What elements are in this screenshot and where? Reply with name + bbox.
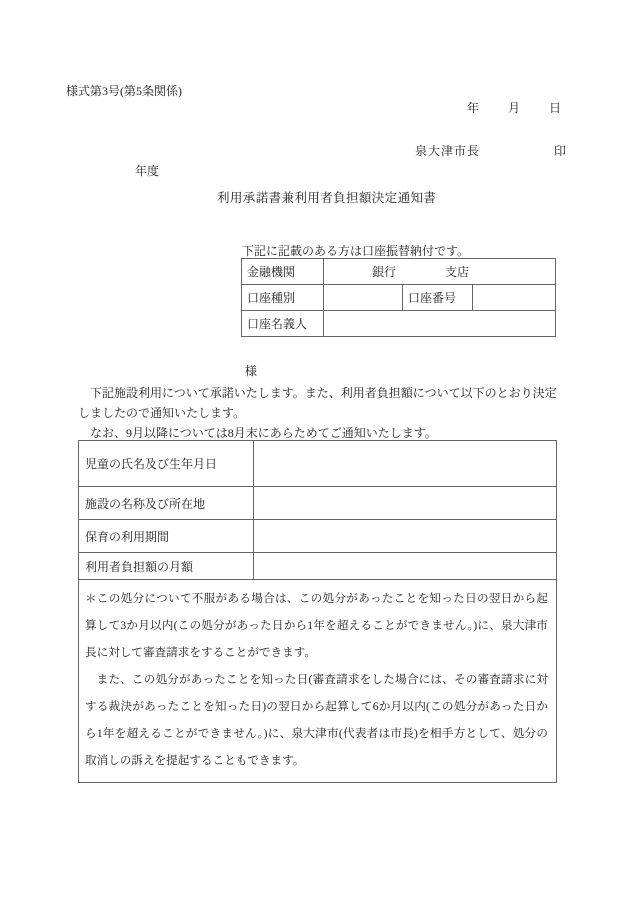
child-name-value-cell <box>254 441 557 487</box>
decision-row-child <box>79 441 557 487</box>
decision-table <box>78 440 557 783</box>
care-period-label: 保育の利用期間 <box>79 520 254 553</box>
facility-name-value-cell <box>254 487 557 520</box>
account-number-value-cell <box>473 285 556 311</box>
intro-paragraph-2: なお、9月以降については8月末にあらためてご通知いたします。 <box>90 426 437 440</box>
financial-institution-label: 金融機関 <box>242 259 324 285</box>
branch-suffix-label: 支店 <box>445 265 470 279</box>
monthly-amount-value-cell <box>254 553 557 580</box>
bank-table-row-institution <box>242 259 556 285</box>
date-month-label: 月 <box>508 101 521 115</box>
decision-row-period <box>79 520 557 553</box>
intro-paragraph-1: 下記施設利用について承諾いたします。また、利用者負担額について以下のとおり決定しましたので通知いたします。 <box>78 386 557 420</box>
decision-row-amount <box>79 553 557 580</box>
form-number: 様式第3号(第5条関係) <box>66 84 182 98</box>
intro-text <box>78 383 557 443</box>
facility-name-label: 施設の名称及び所在地 <box>79 487 254 520</box>
bank-table-row-holder <box>242 311 556 337</box>
date-day-label: 日 <box>549 101 562 115</box>
addressee-suffix: 様 <box>245 364 258 378</box>
care-period-value-cell <box>254 520 557 553</box>
date-year-label: 年 <box>467 101 480 115</box>
bank-suffix-label: 銀行 <box>372 265 397 279</box>
decision-row-facility <box>79 487 557 520</box>
account-type-label: 口座種別 <box>242 285 324 311</box>
account-type-value-cell <box>324 285 403 311</box>
document-title: 利用承諾書兼利用者負担額決定通知書 <box>217 191 437 205</box>
child-name-label: 児童の氏名及び生年月日 <box>79 441 254 487</box>
bank-caption: 下記に記載のある方は口座振替納付です。 <box>242 244 470 258</box>
appeal-note-paragraph-2: また、この処分があったことを知った日(審査請求をした場合には、その審査請求に対する裁決があったことを知った日)の翌日から起算して6か月以内(この処分があった日から1年を超えることができません。)に、泉大津市(代表者は市長)を相手方として、処分の取消しの訴えを提起することもできます。 <box>85 673 548 767</box>
financial-institution-value-cell <box>324 259 556 285</box>
appeal-note-cell <box>79 580 557 783</box>
account-holder-value-cell <box>324 311 556 337</box>
account-number-label: 口座番号 <box>403 285 473 311</box>
appeal-note-paragraph-1: ＊この処分について不服がある場合は、この処分があったことを知った日の翌日から起算して3か月以内(この処分があった日から1年を超えることができません。)に、泉大津市長に対して審査請求をすることができます。 <box>85 592 548 659</box>
mayor-name: 泉大津市長 <box>415 144 481 158</box>
seal-placeholder: 印 <box>554 144 567 158</box>
bank-table-row-account <box>242 285 556 311</box>
account-holder-label: 口座名義人 <box>242 311 324 337</box>
bank-account-table <box>241 258 556 337</box>
monthly-amount-label: 利用者負担額の月額 <box>79 553 254 580</box>
decision-note-row <box>79 580 557 783</box>
fiscal-year-suffix: 年度 <box>135 164 160 178</box>
date-line <box>467 99 561 116</box>
